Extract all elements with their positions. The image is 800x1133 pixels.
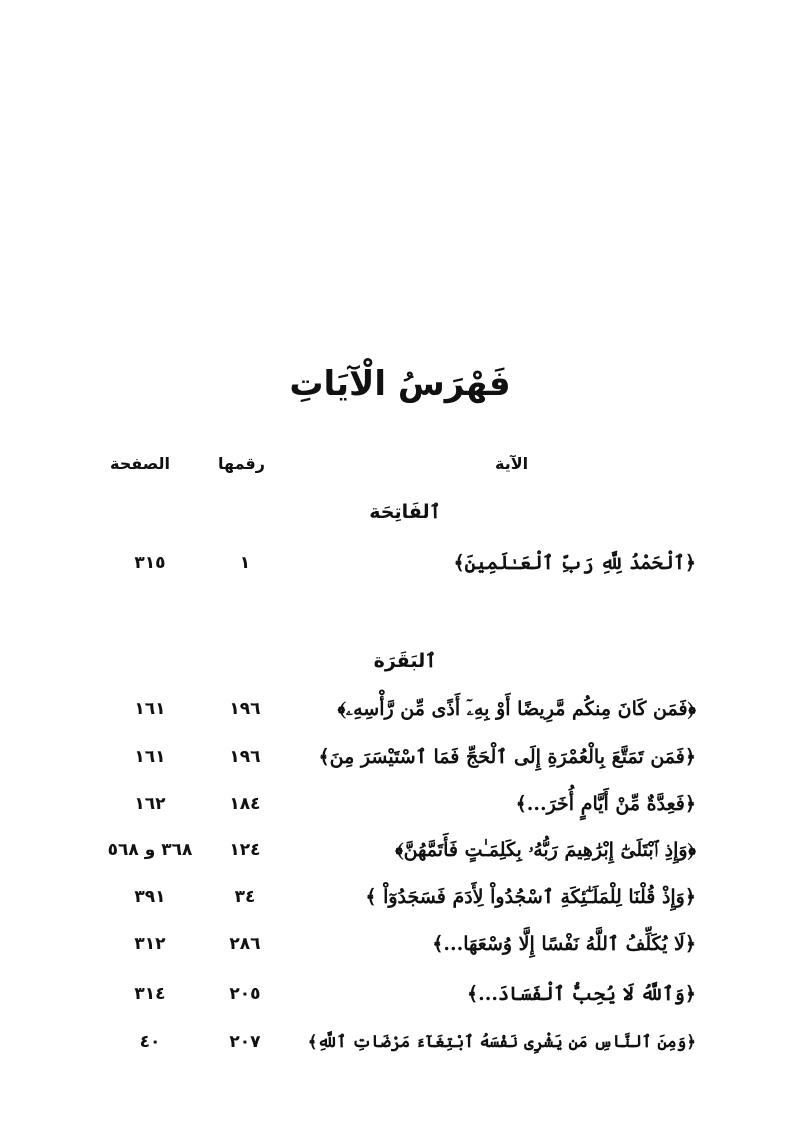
page-number: ٣٩١: [134, 887, 166, 907]
verse-number: ١٨٤: [229, 794, 261, 814]
page-number: ٣١٥: [134, 553, 166, 573]
page-number: ٣٦٨ و ٥٦٨: [107, 840, 193, 860]
verse-text: ﴿وَمِنَ ٱلنَّاسِ مَن يَشْرِى نَفْسَهُ ٱبْتِغَآءَ مَرْضَاتِ ٱللَّهِ﴾: [307, 1032, 696, 1051]
header-page: الصفحة: [110, 454, 171, 473]
verse-number: ٢٠٧: [229, 1032, 261, 1052]
page-number: ٣١٢: [134, 934, 166, 954]
header-number: رقمها: [218, 454, 265, 473]
table-row: [0, 545, 800, 581]
surah-name: ٱلبَقَرَة: [373, 650, 437, 672]
verse-text: ﴿لَا يُكَلِّفُ ٱللَّهُ نَفْسًا إِلَّا وُسْعَهَا...﴾: [432, 933, 696, 955]
page-number: ٤٠: [139, 1032, 161, 1052]
table-row: [0, 926, 800, 962]
table-row: [0, 739, 800, 775]
verse-text: ﴿وَإِذِ ٱبْتَلَىٰٓ إِبْرَٰهِيمَ رَبُّهُۥ بِكَلِمَـٰتٍ فَأَتَمَّهُنَّ﴾: [395, 839, 696, 861]
verse-number: ١٩٦: [229, 747, 261, 767]
verse-text: ﴿فَعِدَّةٌ مِّنْ أَيَّامٍ أُخَرَ...﴾: [515, 793, 696, 815]
page-number: ١٦١: [134, 747, 166, 767]
surah-name: ٱلفَاتِحَة: [369, 501, 441, 523]
verse-text: ﴿فَمَن كَانَ مِنكُم مَّرِيضًا أَوْ بِهِۦٓ أَذًى مِّن رَّأْسِهِۦ﴾: [337, 698, 696, 720]
verse-text: ﴿وَإِذْ قُلْنَا لِلْمَلَـٰٓئِكَةِ ٱسْجُدُواْ لِأَدَمَ فَسَجَدُوٓاْ ﴾: [365, 886, 696, 908]
verse-number: ٣٤: [234, 887, 256, 907]
verse-number: ٢٠٥: [229, 984, 261, 1004]
page-title: فَهْرَسُ الْآيَاتِ: [289, 364, 511, 404]
verse-number: ٢٨٦: [229, 934, 261, 954]
table-row: [0, 976, 800, 1012]
verse-number: ١: [239, 553, 251, 573]
table-row: [0, 786, 800, 822]
surah-heading-fatiha: [0, 497, 800, 527]
table-row: [0, 1024, 800, 1060]
table-header: [0, 450, 800, 478]
table-row: [0, 879, 800, 915]
page-number: ١٦١: [134, 699, 166, 719]
verse-text: ﴿وَٱللَّهُ لَا يُحِبُّ ٱلْفَسَادَ...﴾: [467, 983, 696, 1005]
header-verse: الآية: [495, 454, 529, 473]
verse-text: ﴿فَمَن تَمَتَّعَ بِالْعُمْرَةِ إِلَى ٱلْحَجِّ فَمَا ٱسْتَيْسَرَ مِنَ﴾: [318, 746, 696, 768]
verse-text: ﴿ٱلْحَمْدُ لِلَّهِ رَبِّ ٱلْعَـٰلَمِينَ﴾: [453, 552, 696, 574]
surah-heading-baqara: [0, 646, 800, 676]
verse-number: ١٢٤: [229, 840, 261, 860]
page-number: ٣١٤: [134, 984, 166, 1004]
page-number: ١٦٢: [134, 794, 166, 814]
table-row: [0, 832, 800, 868]
table-row: [0, 691, 800, 727]
verse-number: ١٩٦: [229, 699, 261, 719]
